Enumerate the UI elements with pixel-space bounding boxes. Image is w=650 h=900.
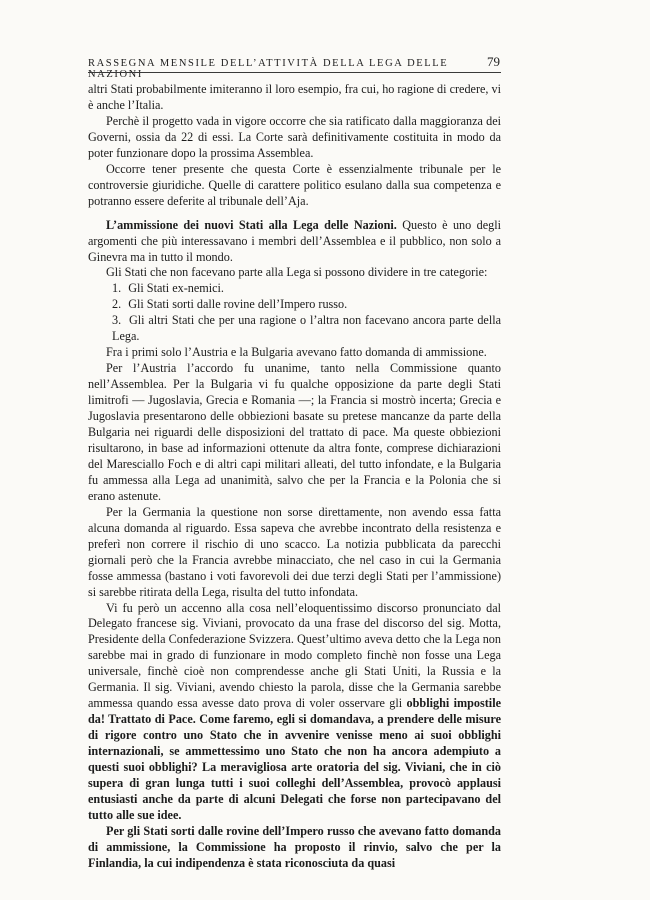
category-item xyxy=(88,297,501,313)
category-number: 3. xyxy=(112,313,122,328)
category-text: Gli altri Stati che per una ragione o l’altra non facevano ancora parte della Lega. xyxy=(112,313,502,344)
paragraph: Per la Germania la questione non sorse direttamente, non avendo essa fatta alcuna domanda al riguardo. Essa sapeva che avrebbe incontrato della resistenza e preferì non correre il rischio di uno scacco. La notizia pubblicata da parecchi giornali però che la Francia avrebbe minacciato, che nel caso in cui la Germania fosse ammessa (bastano i voti favorevoli dei due terzi degli Stati per l’ammissione) si sarebbe ritirata della Lega, risulta del tutto infondata. xyxy=(88,504,501,599)
section-heading: L’ammissione dei nuovi Stati alla Lega delle Nazioni. xyxy=(106,217,397,232)
paragraph: Occorre tener presente che questa Corte è essenzialmente tribunale per le controversie giuridiche. Quelle di carattere politico esulano dalla sua competenza e potranno essere deferite al tribunale dell’Aja. xyxy=(88,161,501,208)
page-number: 79 xyxy=(487,54,500,69)
category-item xyxy=(88,313,501,345)
paragraph: Perchè il progetto vada in vigore occorre che sia ratificato dalla maggioranza dei Governi, ossia da 22 di essi. La Corte sarà definitivamente costituita in modo da poter funzionare dopo la prossima Assemblea. xyxy=(88,113,501,160)
paragraph-text: Questo è uno degli argomenti che più interessavano i membri dell’Assemblea e il pubblico, non solo a Ginevra ma in tutto il mondo. xyxy=(88,217,502,264)
paragraph-bold-text: obblighi impostile da! Trattato di Pace. Come faremo, egli si domandava, a prendere delle misure di rigore contro uno Stato che in avvenire venisse meno ai suoi obblighi internazionali, se ammettessimo uno Stato che non ha ancora adempiuto a questi suoi obblighi? La meravigliosa arte oratoria del sig. Viviani, che in ciò supera di gran lunga tutti i suoi colleghi dell’Assemblea, provocò applausi entusiasti anche da parte di alcuni Delegati che forse non partecipavano del tutto alle sue idee. xyxy=(88,696,501,822)
paragraph: altri Stati probabilmente imiteranno il loro esempio, fra cui, ho ragione di credere, vi è anche l’Italia. xyxy=(88,82,501,112)
category-number: 1. xyxy=(112,281,122,296)
paragraph-text: Vi fu però un accenno alla cosa nell’eloquentissimo discorso pronunciato dal Delegato francese sig. Viviani, provocato da una frase del discorso del sig. Motta, Presidente della Confederazione Svizzera. Quest’ultimo aveva detto che la Lega non sarebbe mai in grado di funzionare in modo completo finchè non fosse una Lega universale, finchè cioè non comprendesse anche gli Stati Uniti, la Russia e la Germania. Il sig. Viviani, avendo chiesto la parola, disse che la Germania sarebbe ammessa quando essa avesse dato prova di voler osservare gli xyxy=(88,600,501,711)
article-body xyxy=(88,82,501,872)
category-text: Gli Stati ex-nemici. xyxy=(128,281,224,296)
paragraph xyxy=(88,601,501,824)
paragraph: Per gli Stati sorti dalle rovine dell’Impero russo che avevano fatto domanda di ammissione, la Commissione ha proposto il rinvio, salvo che per la Finlandia, la cui indipendenza è stata riconosciuta da quasi xyxy=(88,823,501,870)
section-paragraph xyxy=(88,218,501,266)
paragraph: Gli Stati che non facevano parte alla Lega si possono dividere in tre categorie: xyxy=(106,265,488,280)
category-item xyxy=(88,281,501,297)
running-title: RASSEGNA MENSILE DELL’ATTIVITÀ DELLA LEGA DELLE NAZIONI xyxy=(88,58,449,80)
paragraph: Per l’Austria l’accordo fu unanime, tanto nella Commissione quanto nell’Assemblea. Per la Bulgaria vi fu qualche opposizione da parte degli Stati limitrofi — Jugoslavia, Grecia e Romania —; la Francia si mostrò incerta; Grecia e Jugoslavia presentarono delle obbiezioni basate su pretese mancanze da parte della Bulgaria nei riguardi delle disposizioni del trattato di pace. Ma queste obbiezioni risultarono, in base ad informazioni ottenute da altra fonte, comprese dichiarazioni del Maresciallo Foch e di altri capi militari alleati, del tutto infondate, e la Bulgaria fu ammessa alla Lega ad unanimità, salvo che per la Francia e la Polonia che si erano astenute. xyxy=(88,361,501,503)
running-header xyxy=(88,54,500,80)
paragraph: Fra i primi solo l’Austria e la Bulgaria avevano fatto domanda di ammissione. xyxy=(106,345,487,360)
header-rule xyxy=(88,72,501,73)
category-text: Gli Stati sorti dalle rovine dell’Impero russo. xyxy=(128,297,348,312)
category-number: 2. xyxy=(112,297,122,312)
